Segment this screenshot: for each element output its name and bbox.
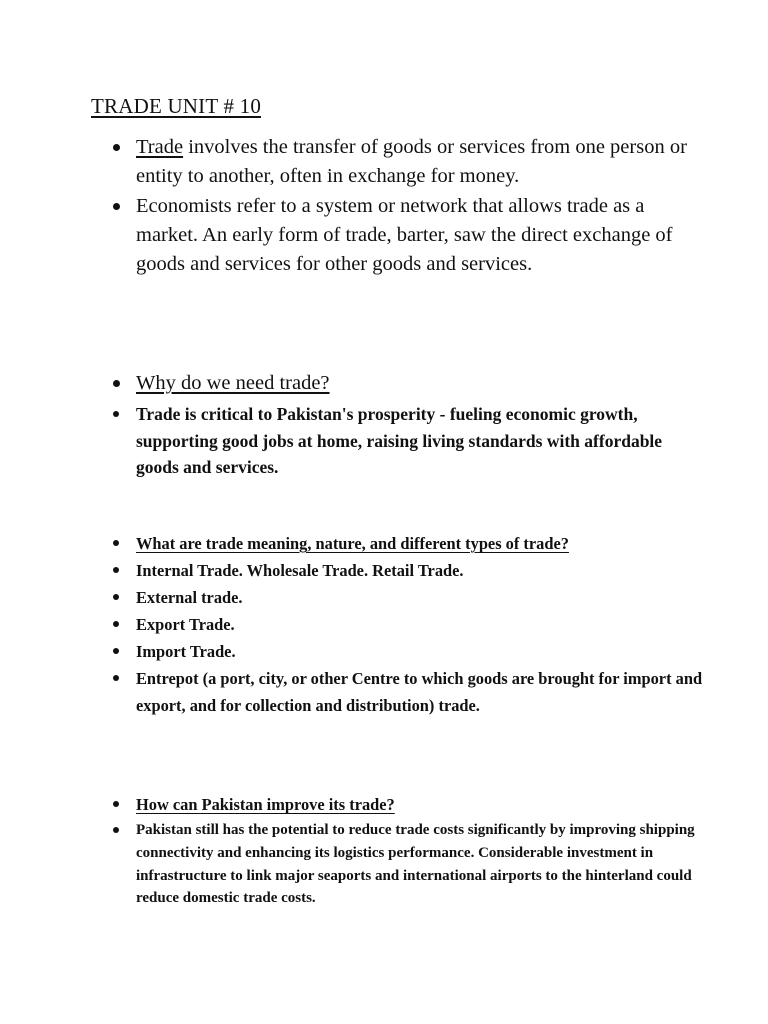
list-item-external-trade <box>0 584 768 611</box>
bullet-icon <box>113 144 120 151</box>
bullet-icon <box>113 621 119 627</box>
list-item-why-heading <box>0 369 768 398</box>
types-of-trade-list <box>0 530 768 719</box>
intro-list <box>0 133 768 279</box>
list-item-internal-trade <box>0 557 768 584</box>
trade-definition-text: involves the transfer of goods or services from one person or entity to another, often in exchange for money. <box>136 136 687 188</box>
bullet-icon <box>113 411 119 417</box>
list-item-import-trade <box>0 638 768 665</box>
list-item-types-heading <box>0 530 768 557</box>
why-trade-body-list <box>0 401 768 481</box>
why-trade-heading: Why do we need trade? <box>136 372 330 394</box>
improve-trade-heading: How can Pakistan improve its trade? <box>136 795 395 814</box>
list-item-why-body <box>0 401 768 481</box>
export-trade-text: Export Trade. <box>136 615 235 634</box>
why-trade-heading-list <box>0 369 768 398</box>
bullet-icon <box>113 801 119 807</box>
improve-trade-body: Pakistan still has the potential to reduce trade costs significantly by improving shipping connectivity and enhancing its logistics performance. Considerable investment in infrastructure to link major seaports and international airports to the hinterland could reduce domestic trade costs. <box>136 822 695 907</box>
external-trade-text: External trade. <box>136 588 243 607</box>
improve-trade-body-list <box>0 819 768 910</box>
bullet-icon <box>113 567 119 573</box>
bullet-icon <box>113 594 119 600</box>
bullet-icon <box>113 380 120 387</box>
list-item-entrepot-trade <box>0 665 768 719</box>
list-item-trade-definition <box>0 133 768 192</box>
bullet-icon <box>113 827 119 833</box>
bullet-icon <box>113 540 119 546</box>
list-item-improve-heading <box>0 791 768 818</box>
import-trade-text: Import Trade. <box>136 642 236 661</box>
market-text: Economists refer to a system or network that allows trade as a market. An early form of trade, barter, saw the direct exchange of goods and services for other goods and services. <box>136 194 673 276</box>
bullet-icon <box>113 648 119 654</box>
improve-trade-heading-list <box>0 791 768 818</box>
bullet-icon <box>113 675 119 681</box>
entrepot-trade-text: Entrepot (a port, city, or other Centre to which goods are brought for import and export, and for collection and distribution) trade. <box>136 669 703 715</box>
list-item-improve-body <box>0 819 768 910</box>
document-title: TRADE UNIT # 10 <box>91 94 262 118</box>
list-item-export-trade <box>0 611 768 638</box>
term-trade: Trade <box>136 136 184 158</box>
types-heading: What are trade meaning, nature, and different types of trade? <box>136 534 569 553</box>
bullet-icon <box>113 203 120 210</box>
internal-trade-text: Internal Trade. Wholesale Trade. Retail Trade. <box>136 561 464 580</box>
why-trade-body: Trade is critical to Pakistan's prosperity - fueling economic growth, supporting good jobs at home, raising living standards with affordable goods and services. <box>136 404 663 477</box>
list-item-market <box>0 192 768 280</box>
